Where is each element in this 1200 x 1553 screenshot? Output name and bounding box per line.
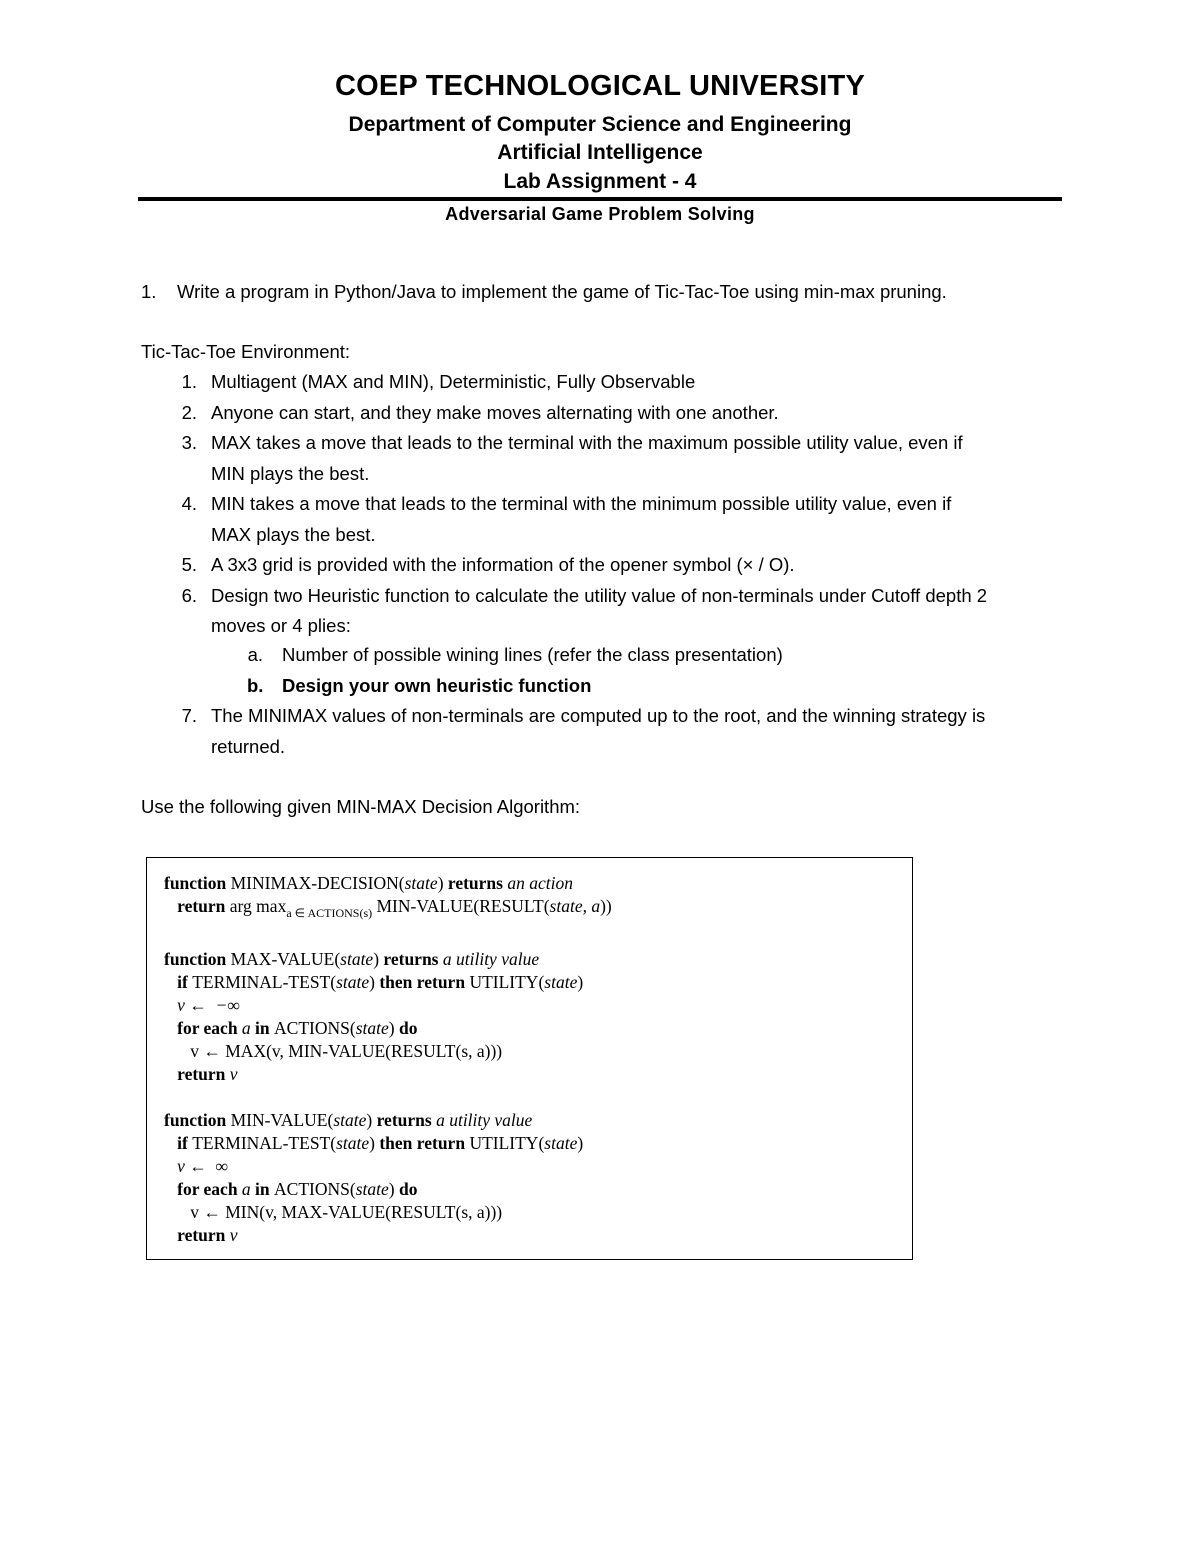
sub-item-number: b. — [247, 675, 264, 696]
list-item-text: A 3x3 grid is provided with the information of the opener symbol (× / O). — [211, 554, 795, 575]
list-item-number: 2. — [181, 402, 197, 423]
algorithm-intro: Use the following given MIN-MAX Decision Algorithm: — [141, 796, 581, 817]
list-item-text: returned. — [211, 736, 286, 757]
header-rule — [138, 197, 1062, 201]
topic-title: Adversarial Game Problem Solving — [445, 204, 755, 224]
list-item-number: 4. — [181, 493, 197, 514]
list-item-text: moves or 4 plies: — [211, 615, 351, 636]
lab-title: Lab Assignment - 4 — [503, 170, 697, 193]
list-item-text: Anyone can start, and they make moves alternating with one another. — [211, 402, 779, 423]
list-item-text: MIN plays the best. — [211, 463, 370, 484]
department-title: Department of Computer Science and Engineering — [348, 113, 852, 136]
list-item-text: MAX plays the best. — [211, 524, 376, 545]
list-item-number: 6. — [181, 585, 197, 606]
list-item-number: 3. — [181, 432, 197, 453]
list-item-text: The MINIMAX values of non-terminals are computed up to the root, and the winning strategy is — [211, 705, 986, 726]
list-item-number: 5. — [181, 554, 197, 575]
list-item-text: Multiagent (MAX and MIN), Deterministic, Fully Observable — [211, 371, 696, 392]
list-item-text: MAX takes a move that leads to the terminal with the maximum possible utility value, even if — [211, 432, 963, 453]
task-number: 1. — [141, 281, 157, 302]
university-title: COEP TECHNOLOGICAL UNIVERSITY — [334, 70, 865, 102]
course-title: Artificial Intelligence — [497, 141, 703, 164]
list-item-text: MIN takes a move that leads to the terminal with the minimum possible utility value, even if — [211, 493, 952, 514]
task-text: Write a program in Python/Java to implement the game of Tic-Tac-Toe using min-max pruning. — [177, 281, 947, 302]
sub-item-text: Design your own heuristic function — [282, 675, 592, 696]
list-item-text: Design two Heuristic function to calculate the utility value of non-terminals under Cutoff depth 2 — [211, 585, 988, 606]
list-item-number: 7. — [181, 705, 197, 726]
algorithm-pseudocode: function MINIMAX-DECISION(state) returns an action return arg $\max_{a \in ACTIONS(s)}$ MIN-VALUE(RESULT(state, a)) function MAX-VALUE(state) returns a utility value if TERMINAL-TEST(state) then return UTILITY(state) v ← −∞ for each a in ACTIONS(state) do v ← MAX(v, MIN-VALUE(RESULT(s, a))) return v function MIN-VALUE(state) returns a utility value if TERMINAL-TEST(state) then return UTILITY(state) v ← ∞ for each a in ACTIONS(state) do v ← MIN(v, MAX-VALUE(RESULT(s, a))) return v — [164, 873, 612, 1245]
sub-item-text: Number of possible wining lines (refer the class presentation) — [282, 644, 783, 665]
sub-item-number: a. — [247, 644, 263, 665]
environment-title: Tic-Tac-Toe Environment: — [141, 341, 351, 362]
list-item-number: 1. — [181, 371, 197, 392]
